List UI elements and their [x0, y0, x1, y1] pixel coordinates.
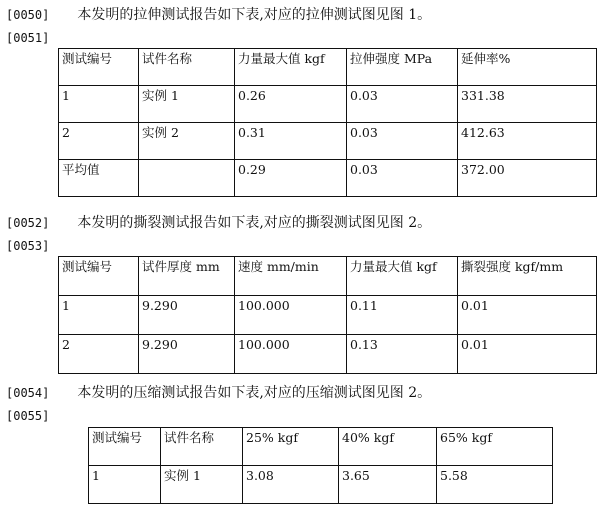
table-row — [59, 123, 597, 160]
table-header-cell: 40% kgf — [339, 428, 437, 466]
compression-test-table — [88, 427, 553, 504]
table-header-cell: 65% kgf — [437, 428, 553, 466]
tensile-test-table — [58, 48, 597, 197]
paragraph-0053-number: [0053] — [6, 239, 50, 253]
table-cell: 3.08 — [243, 466, 339, 504]
paragraph-0050 — [6, 6, 431, 24]
table-header-cell: 撕裂强度 kgf/mm — [458, 257, 597, 296]
table-cell: 0.29 — [235, 160, 347, 197]
tear-test-table — [58, 256, 597, 374]
table-row — [59, 296, 597, 335]
table-cell: 5.58 — [437, 466, 553, 504]
table-cell: 0.01 — [458, 296, 597, 335]
table-cell: 9.290 — [139, 335, 235, 374]
table-header-cell: 试件名称 — [139, 49, 235, 86]
table-header-cell: 力量最大值 kgf — [235, 49, 347, 86]
paragraph-text: 本发明的压缩测试报告如下表,对应的压缩测试图见图 2。 — [77, 385, 432, 401]
table-cell: 331.38 — [458, 86, 597, 123]
table-header-cell: 试件名称 — [161, 428, 243, 466]
table-cell: 0.31 — [235, 123, 347, 160]
table-cell: 1 — [59, 296, 139, 335]
table-cell: 0.03 — [347, 86, 458, 123]
table-cell: 平均值 — [59, 160, 139, 197]
table-cell: 2 — [59, 335, 139, 374]
table-cell: 实例 2 — [139, 123, 235, 160]
table-header-cell: 测试编号 — [59, 257, 139, 296]
table-header-cell: 速度 mm/min — [235, 257, 347, 296]
table-row — [59, 86, 597, 123]
paragraph-0054 — [6, 384, 431, 402]
table-header-cell: 延伸率% — [458, 49, 597, 86]
paragraph-0052 — [6, 214, 431, 232]
table-header-cell: 试件厚度 mm — [139, 257, 235, 296]
table-cell: 0.13 — [347, 335, 458, 374]
table-row — [59, 335, 597, 374]
table-header-cell: 力量最大值 kgf — [347, 257, 458, 296]
table-cell: 0.01 — [458, 335, 597, 374]
table-cell: 3.65 — [339, 466, 437, 504]
table-cell: 实例 1 — [139, 86, 235, 123]
table-header-row — [59, 49, 597, 86]
table-header-cell: 测试编号 — [59, 49, 139, 86]
paragraph-text: 本发明的拉伸测试报告如下表,对应的拉伸测试图见图 1。 — [77, 7, 432, 23]
table-cell — [139, 160, 235, 197]
paragraph-number: [0052] — [6, 216, 50, 230]
table-row — [89, 466, 553, 504]
table-cell: 100.000 — [235, 335, 347, 374]
table-cell: 372.00 — [458, 160, 597, 197]
table-cell: 9.290 — [139, 296, 235, 335]
table-cell: 1 — [89, 466, 161, 504]
table-header-row — [89, 428, 553, 466]
table-cell: 412.63 — [458, 123, 597, 160]
paragraph-0055-number: [0055] — [6, 409, 50, 423]
table-header-cell: 25% kgf — [243, 428, 339, 466]
table-cell: 0.03 — [347, 160, 458, 197]
table-header-cell: 测试编号 — [89, 428, 161, 466]
paragraph-0051-number: [0051] — [6, 31, 50, 45]
table-cell: 2 — [59, 123, 139, 160]
paragraph-text: 本发明的撕裂测试报告如下表,对应的撕裂测试图见图 2。 — [77, 215, 432, 231]
paragraph-number: [0054] — [6, 386, 50, 400]
table-cell: 0.03 — [347, 123, 458, 160]
table-cell: 0.26 — [235, 86, 347, 123]
table-row — [59, 160, 597, 197]
paragraph-number: [0050] — [6, 8, 50, 22]
table-cell: 实例 1 — [161, 466, 243, 504]
table-cell: 100.000 — [235, 296, 347, 335]
table-header-cell: 拉伸强度 MPa — [347, 49, 458, 86]
table-cell: 1 — [59, 86, 139, 123]
table-header-row — [59, 257, 597, 296]
table-cell: 0.11 — [347, 296, 458, 335]
